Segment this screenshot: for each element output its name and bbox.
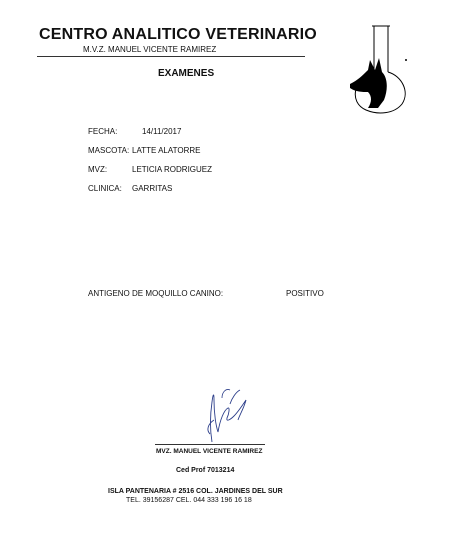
fecha-label: FECHA:	[88, 127, 118, 136]
test-result: POSITIVO	[286, 289, 324, 298]
clinic-phones: TEL. 39156287 CEL. 044 333 196 16 18	[126, 497, 252, 504]
fecha-value: 14/11/2017	[142, 127, 182, 136]
signature-image	[196, 380, 266, 450]
test-name: ANTIGENO DE MOQUILLO CANINO:	[88, 289, 224, 298]
mvz-value: LETICIA RODRIGUEZ	[132, 165, 213, 174]
clinic-title: CENTRO ANALITICO VETERINARIO	[39, 26, 317, 43]
header-divider	[37, 56, 305, 57]
clinica-label: CLINICA:	[88, 184, 122, 193]
exam-heading: EXAMENES	[158, 68, 215, 79]
clinic-address: ISLA PANTENARIA # 2516 COL. JARDINES DEL SUR	[108, 488, 283, 495]
dog-head-icon	[344, 24, 410, 114]
professional-id: Ced Prof 7013214	[176, 467, 235, 474]
signature-line	[155, 444, 265, 445]
mascota-value: LATTE ALATORRE	[132, 146, 201, 155]
signer-name: MVZ. MANUEL VICENTE RAMIREZ	[156, 448, 263, 455]
clinic-subtitle: M.V.Z. MANUEL VICENTE RAMIREZ	[83, 45, 217, 54]
mvz-label: MVZ:	[88, 165, 108, 174]
mascota-label: MASCOTA:	[88, 146, 130, 155]
clinica-value: GARRITAS	[132, 184, 173, 193]
